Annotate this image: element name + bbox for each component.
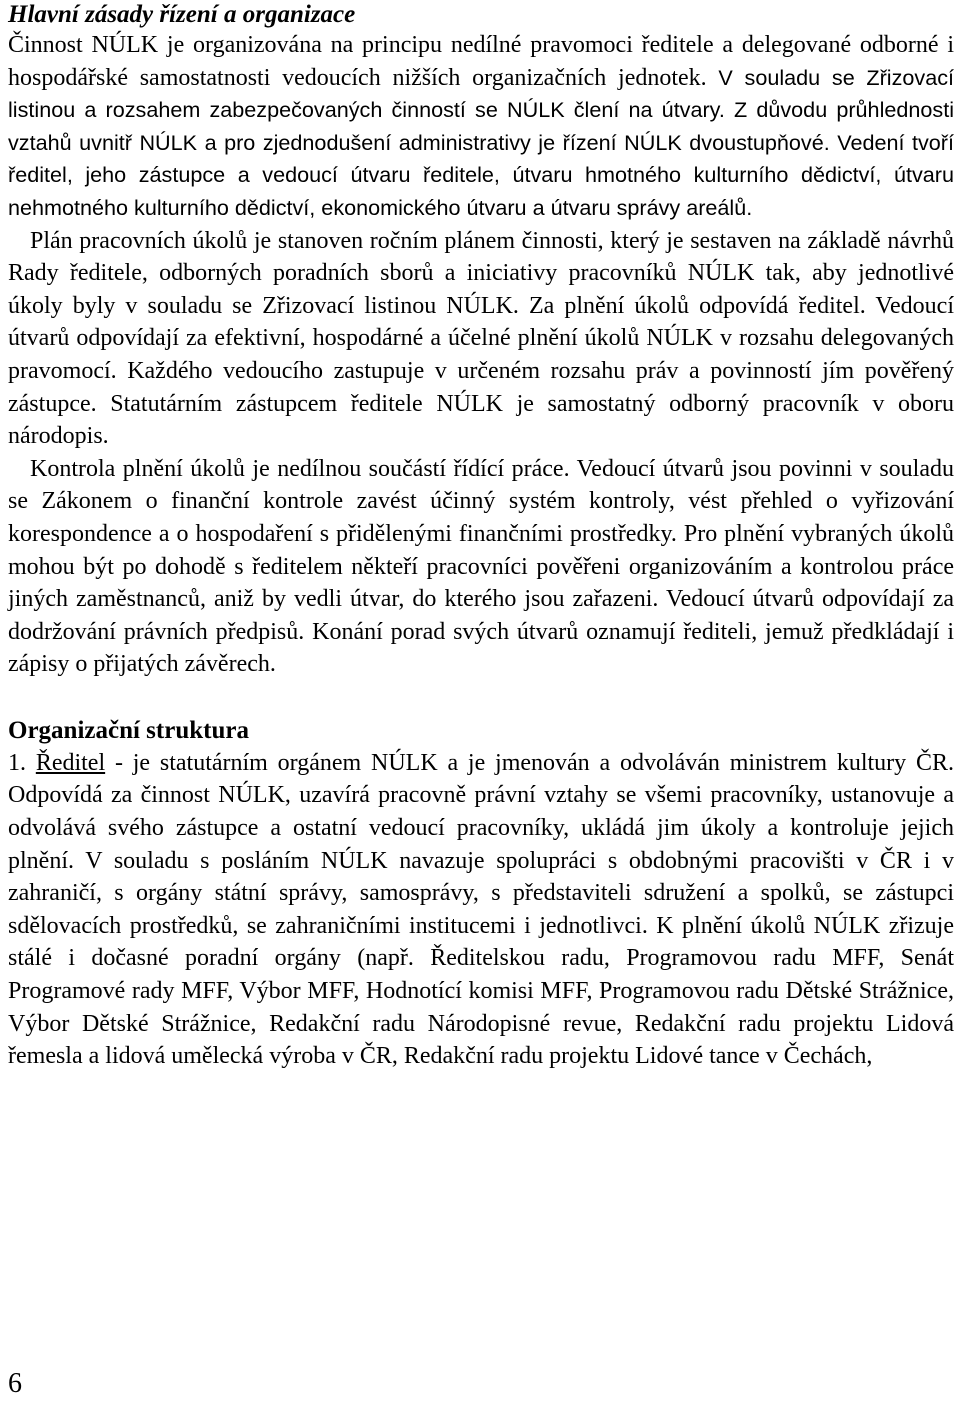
paragraph-control: Kontrola plnění úkolů je nedílnou součástí řídící práce. Vedoucí útvarů jsou povinni v souladu se Zákonem o finanční kontrole zavést účinný systém kontroly, vést přehled o vyřizování korespondence a o hospodaření s přidělenými finančními prostředky. Pro plnění vybraných úkolů mohou být po dohodě s ředitelem někteří pracovníci pověřeni organizováním a kontrolou práce jiných zaměstnanců, aniž by vedli útvar, do kterého jsou zařazeni. Vedoucí útvarů odpovídají za dodržování právních předpisů. Konání porad svých útvarů oznamují řediteli, jemuž předkládají i zápisy o přijatých závěrech. bbox=[8, 455, 954, 678]
list-item-number: 1. bbox=[8, 749, 26, 776]
section-heading-principles: Hlavní zásady řízení a organizace bbox=[8, 1, 356, 28]
paragraph-organization-serif-text: Činnost NÚLK je organizována na principu nedílné pravomoci ředitele a delegované odborné i hospodářské samostatnosti vedoucích nižších organizačních jednotek. bbox=[8, 32, 954, 91]
paragraph-work-plan: Plán pracovních úkolů je stanoven ročním plánem činnosti, který je sestaven na základě návrhů Rady ředitele, odborných poradních sborů a iniciativy pracovníků NÚLK tak, aby jednotlivé úkoly byly v souladu se Zřizovací listinou NÚLK. Za plnění úkolů odpovídá ředitel. Vedoucí útvarů odpovídají za efektivní, hospodárné a účelné plnění úkolů NÚLK v rozsahu delegovaných pravomocí. Každého vedoucího zastupuje v určeném rozsahu práv a povinností jím pověřený zástupce. Statutárním zástupcem ředitele NÚLK je samostatný odborný pracovník v oboru národopis. bbox=[8, 227, 954, 450]
paragraph-director bbox=[8, 747, 954, 1073]
page-number: 6 bbox=[8, 1368, 22, 1399]
document-page bbox=[8, 0, 954, 1073]
paragraph-organization-sans-text: V souladu se Zřizovací listinou a rozsahem zabezpečovaných činností se NÚLK člení na útvary. Z důvodu průhlednosti vztahů uvnitř NÚLK a pro zjednodušení administrativy je řízení NÚLK dvoustupňové. Vedení tvoří ředitel, jeho zástupce a vedoucí útvaru ředitele, útvaru hmotného kulturního dědictví, útvaru nehmotného kulturního dědictví, ekonomického útvaru a útvaru správy areálů. bbox=[8, 64, 955, 220]
paragraph-organization bbox=[8, 29, 954, 225]
term-director: Ředitel bbox=[35, 749, 106, 776]
paragraph-director-text: - je statutárním orgánem NÚLK a je jmenován a odvoláván ministrem kultury ČR. Odpovídá za činnost NÚLK, uzavírá pracovně právní vztahy se všemi pracovníky, ustanovuje a odvolává svého zástupce a ostatní vedoucí pracovníky, ukládá jim úkoly a kontroluje jejich plnění. V souladu s posláním NÚLK navazuje spolupráci s obdobnými pracovišti v ČR i v zahraničí, s orgány státní správy, samosprávy, s představiteli sdružení a spolků, se zástupci sdělovacích prostředků, se zahraničními institucemi i jednotlivci. K plnění úkolů NÚLK zřizuje stálé i dočasné poradní orgány (např. Ředitelskou radu, Programovou radu MFF, Senát Programové rady MFF, Výbor MFF, Hodnotící komisi MFF, Programovou radu Dětské Strážnice, Výbor Dětské Strážnice, Redakční radu Národopisné revue, Redakční radu projektu Lidová řemesla a lidová umělecká výroba v ČR, Redakční radu projektu Lidové tance v Čechách, bbox=[8, 749, 954, 1070]
section-heading-structure: Organizační struktura bbox=[8, 716, 249, 744]
section-gap bbox=[8, 681, 954, 715]
